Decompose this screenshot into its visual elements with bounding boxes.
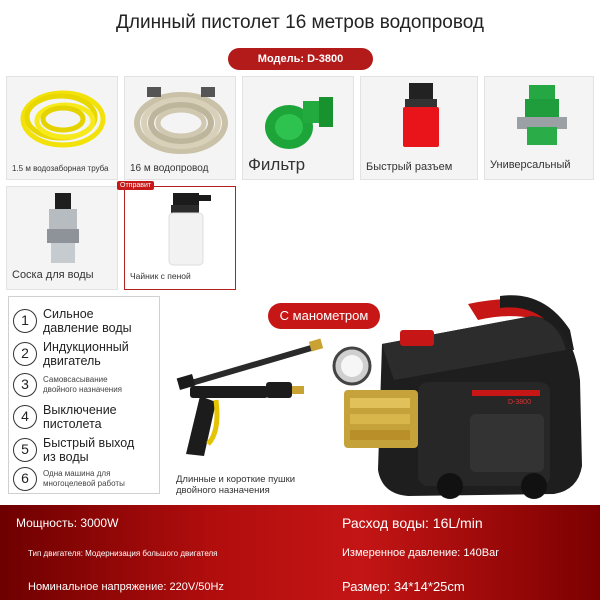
accessory-label: Соска для воды	[12, 269, 94, 281]
accessory-card-intake-hose	[6, 76, 118, 180]
quick-connector-icon	[391, 81, 451, 155]
accessory-label: Быстрый разъем	[366, 161, 453, 173]
feature-number: 3	[13, 373, 37, 397]
accessory-card-filter	[242, 76, 354, 180]
spec-power: Мощность: 3000W	[16, 516, 119, 530]
model-badge: Модель: D-3800	[228, 48, 373, 70]
accessory-card-quick-connector	[360, 76, 478, 180]
feature-item	[13, 467, 155, 491]
feature-number: 2	[13, 342, 37, 366]
gun-caption: Длинные и короткие пушки двойного назначения	[176, 474, 296, 496]
accessory-label: Чайник с пеной	[130, 271, 191, 281]
spec-voltage: Номинальное напряжение: 220V/50Hz	[28, 581, 224, 593]
filter-icon	[257, 83, 347, 153]
accessory-card-universal	[484, 76, 594, 180]
spec-pressure: Измеренное давление: 140Bar	[342, 547, 499, 559]
feature-item	[13, 340, 155, 368]
page-title: Длинный пистолет 16 метров водопровод	[116, 12, 484, 33]
water-nipple-icon	[33, 191, 93, 267]
accessory-label: Фильтр	[248, 155, 306, 174]
feature-text: Быстрый выход из воды	[43, 436, 135, 464]
feature-text: Индукционный двигатель	[43, 340, 129, 368]
accessory-card-water-nipple	[6, 186, 118, 290]
accessory-label: Универсальный	[490, 159, 571, 171]
feature-text: Самовсасывание двойного назначения	[43, 375, 122, 394]
accessory-card-foam-pot	[120, 182, 236, 290]
gift-badge: Отправит	[117, 181, 154, 190]
manometer-label: С манометром	[268, 303, 380, 329]
feature-number: 6	[13, 467, 37, 491]
accessory-card-steel-hose	[124, 76, 236, 180]
foam-pot-icon	[155, 189, 215, 269]
feature-number: 5	[13, 438, 37, 462]
feature-item	[13, 436, 149, 464]
universal-adapter-icon	[507, 83, 577, 149]
spec-motor: Тип двигателя: Модернизация большого двигателя	[28, 549, 218, 558]
brand-plate: D-3800	[508, 399, 531, 406]
feature-list	[8, 296, 160, 494]
feature-number: 1	[13, 309, 37, 333]
feature-item	[13, 403, 143, 431]
feature-text: Одна машина для многоцелевой работы	[43, 469, 125, 488]
feature-item	[13, 373, 143, 397]
spec-flow: Расход воды: 16L/min	[342, 515, 483, 531]
pressure-washer-illustration	[322, 290, 592, 504]
spec-size: Размер: 34*14*25cm	[342, 579, 465, 594]
steel-hose-icon	[129, 81, 233, 159]
spray-gun-icon	[170, 336, 330, 466]
feature-number: 4	[13, 405, 37, 429]
feature-text: Выключение пистолета	[43, 403, 117, 431]
yellow-hose-icon	[13, 83, 113, 155]
specs-bar	[0, 505, 600, 600]
accessory-label: 16 м водопровод	[130, 163, 209, 174]
accessory-label: 1.5 м водозаборная труба	[12, 164, 109, 173]
feature-text: Сильное давление воды	[43, 307, 132, 335]
feature-item	[13, 307, 143, 335]
